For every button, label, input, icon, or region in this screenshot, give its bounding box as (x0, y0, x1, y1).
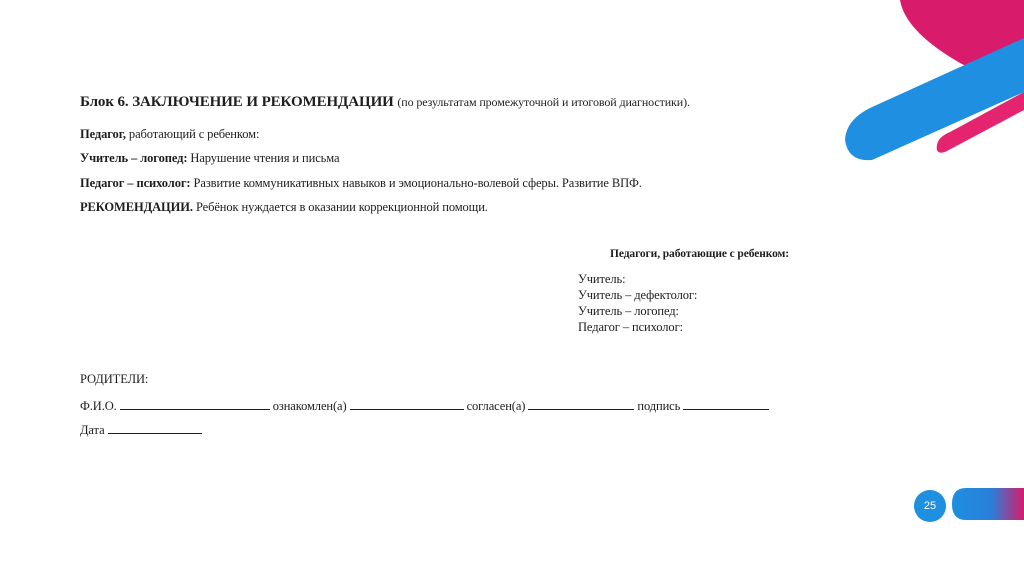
agreed-blank[interactable] (528, 399, 634, 410)
speech-therapist-text: Нарушение чтения и письма (190, 151, 340, 165)
block-note: (по результатам промежуточной и итоговой диагностики). (397, 95, 690, 109)
signature-speech-therapist: Учитель – логопед: (578, 304, 679, 318)
psychologist-label: Педагог – психолог: (80, 176, 191, 190)
signature-label: подпись (637, 399, 681, 413)
signatures-heading: Педагоги, работающие с ребенком: (610, 248, 790, 260)
fio-blank[interactable] (120, 399, 270, 410)
date-blank[interactable] (108, 423, 202, 434)
acquainted-label: ознакомлен(а) (272, 399, 347, 413)
signature-blank[interactable] (683, 399, 769, 410)
teacher-text: работающий с ребенком: (128, 127, 260, 141)
block-number: Блок 6. (80, 94, 129, 110)
psychologist-line (80, 176, 642, 191)
agreed-label: согласен(а) (466, 399, 526, 413)
recommendations-line (80, 200, 488, 215)
block-heading: ЗАКЛЮЧЕНИЕ И РЕКОМЕНДАЦИИ (132, 94, 394, 110)
recommendations-text: Ребёнок нуждается в оказании коррекционной помощи. (195, 200, 488, 214)
page-number-badge: 25 (914, 490, 946, 522)
fio-label: Ф.И.О. (80, 399, 117, 413)
signature-teacher: Учитель: (578, 272, 626, 286)
recommendations-label: РЕКОМЕНДАЦИИ. (80, 200, 193, 214)
acquainted-blank[interactable] (350, 399, 464, 410)
parents-heading: РОДИТЕЛИ: (80, 372, 149, 386)
signature-defectologist: Учитель – дефектолог: (578, 288, 698, 302)
psychologist-text: Развитие коммуникативных навыков и эмоционально-волевой сферы. Развитие ВПФ. (193, 176, 642, 190)
block-title (80, 94, 690, 111)
parents-sign-line (80, 399, 772, 414)
teacher-label: Педагог, (80, 127, 126, 141)
speech-therapist-line (80, 151, 339, 166)
date-line (80, 423, 205, 438)
teacher-line (80, 127, 259, 142)
speech-therapist-label: Учитель – логопед: (80, 151, 188, 165)
signature-psychologist: Педагог – психолог: (578, 320, 683, 334)
date-label: Дата (80, 423, 105, 437)
